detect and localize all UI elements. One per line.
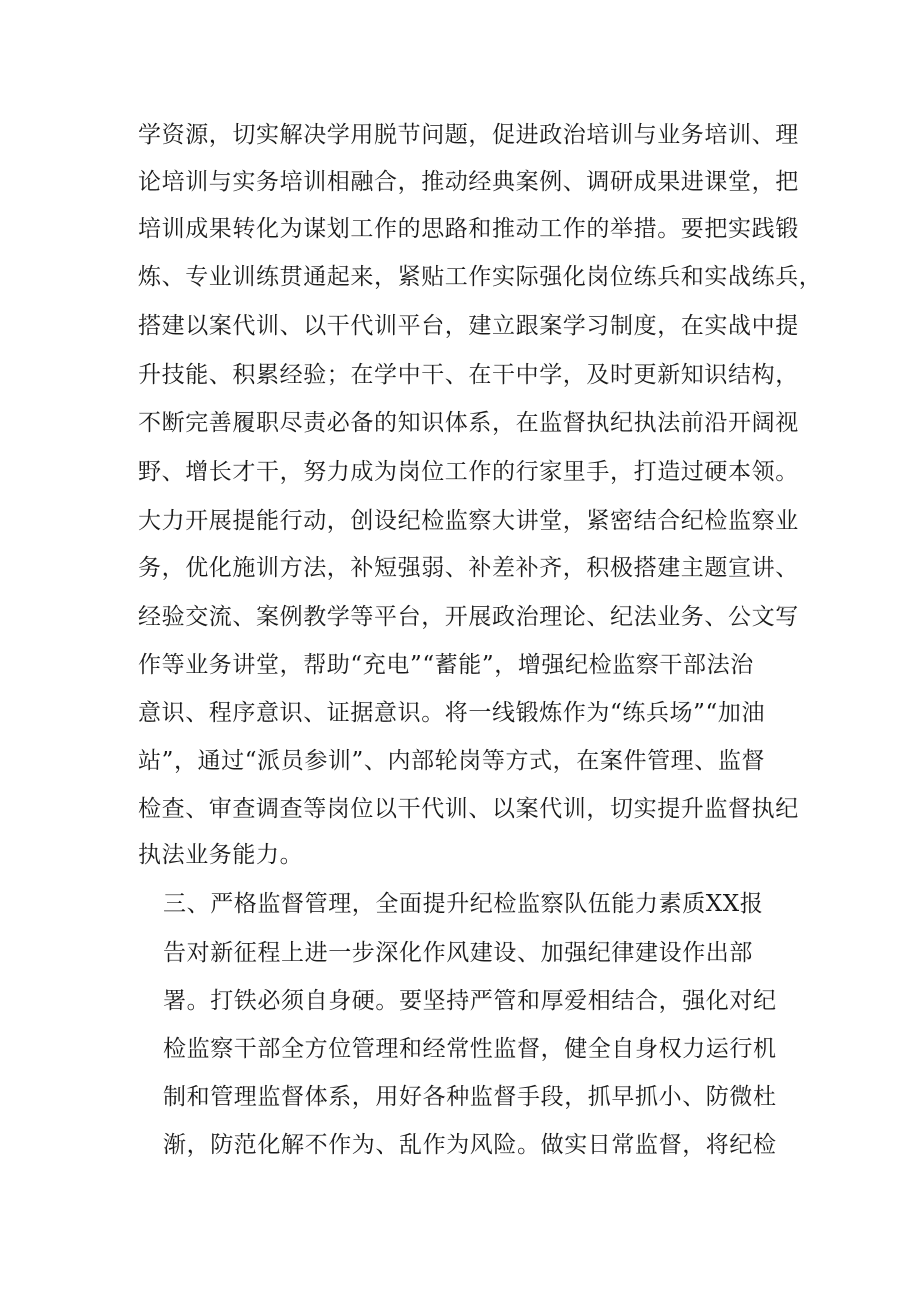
text-line: 检查、审查调查等岗位以干代训、以案代训，切实提升监督执纪 [138,796,799,822]
text-line: 署。打铁必须自身硬。要坚持严管和厚爱相结合，强化对纪 [163,988,777,1014]
text-line: 培训成果转化为谋划工作的思路和推动工作的举措。要把实践锻 [138,216,799,242]
text-line: 学资源，切实解决学用脱节问题，促进政治培训与业务培训、理 [138,122,799,148]
text-line: 升技能、积累经验；在学中干、在干中学，及时更新知识结构， [138,362,799,388]
text-line: 制和管理监督体系，用好各种监督手段，抓早抓小、防微杜 [163,1084,777,1110]
text-line: 渐，防范化解不作为、乱作为风险。做实日常监督，将纪检 [163,1132,777,1158]
text-line: 论培训与实务培训相融合，推动经典案例、调研成果进课堂，把 [138,169,799,195]
text-line: 执法业务能力。 [138,842,304,868]
text-line: 炼、专业训练贯通起来，紧贴工作实际强化岗位练兵和实战练兵， [138,264,823,290]
text-line: 经验交流、案例教学等平台，开展政治理论、纪法业务、公文写 [138,604,799,630]
text-line: 站”，通过“派员参训”、内部轮岗等方式，在案件管理、监督 [138,748,766,774]
text-line: 作等业务讲堂，帮助“充电”“蓄能”，增强纪检监察干部法治 [138,652,754,678]
text-line: 不断完善履职尽责必备的知识体系，在监督执纪执法前沿开阔视 [138,410,799,436]
text-line: 意识、程序意识、证据意识。将一线锻炼作为“练兵场”“加油 [138,700,766,726]
text-line: 务，优化施训方法，补短强弱、补差补齐，积极搭建主题宣讲、 [138,555,799,581]
text-line: 大力开展提能行动，创设纪检监察大讲堂，紧密结合纪检监察业 [138,508,799,534]
text-line: 野、增长才干，努力成为岗位工作的行家里手，打造过硬本领。 [138,459,799,485]
text-line: 搭建以案代训、以干代训平台，建立跟案学习制度，在实战中提 [138,313,799,339]
text-line: 检监察干部全方位管理和经常性监督，健全自身权力运行机 [163,1036,777,1062]
section-heading-line: 三、严格监督管理，全面提升纪检监察队伍能力素质XX报 [163,891,764,917]
text-line: 告对新征程上进一步深化作风建设、加强纪律建设作出部 [163,940,753,966]
